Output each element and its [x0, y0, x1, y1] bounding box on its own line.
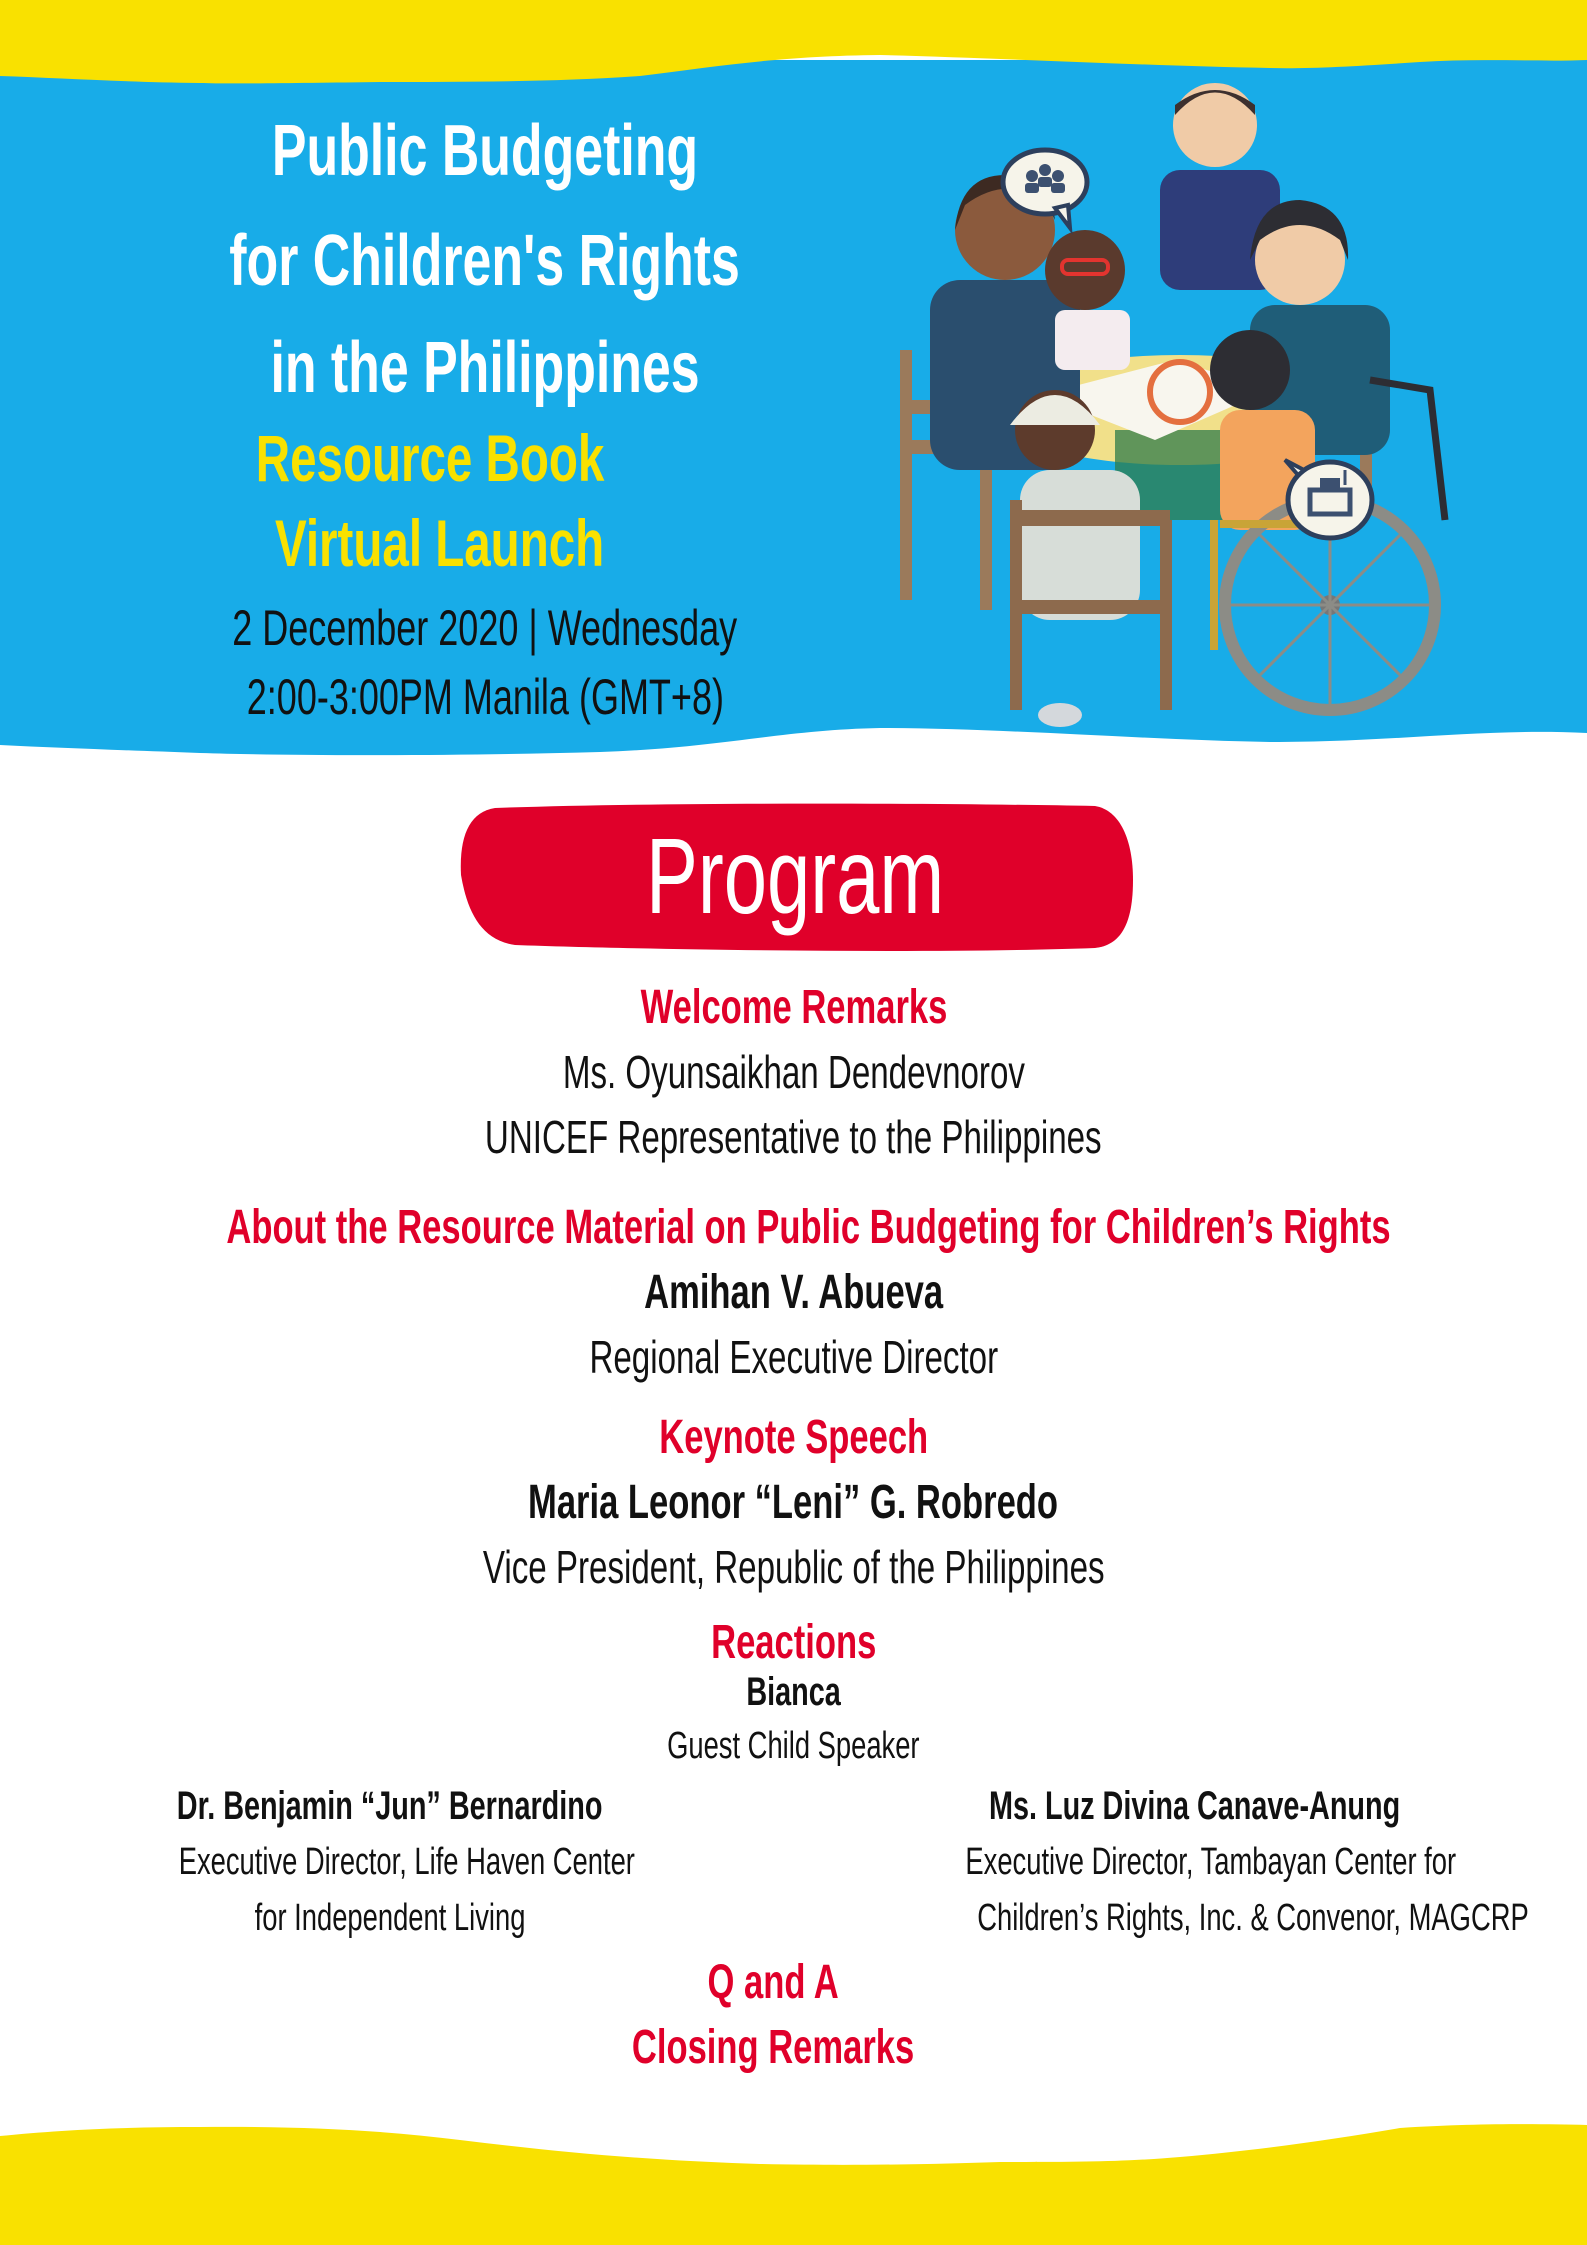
role-text: Regional Executive Director [589, 1331, 998, 1383]
subtitle-text: Resource Book [255, 421, 605, 495]
program-heading-text: Program [645, 815, 945, 936]
title-text: Welcome Remarks [640, 981, 947, 1034]
role-text: UNICEF Representative to the Philippines [485, 1111, 1102, 1163]
program-item-speaker [0, 1670, 1587, 1715]
title-text: Q and A [707, 1956, 840, 2009]
title-text: Reactions [710, 1616, 877, 1669]
panelist-role-line-2 [870, 1890, 1529, 1946]
panelist-bernardino [90, 1778, 690, 1946]
panelist-role-line-2 [90, 1890, 690, 1946]
event-header [120, 0, 850, 740]
time-text: 2:00-3:00PM Manila (GMT+8) [246, 669, 724, 725]
panelist-role-line-1 [90, 1834, 690, 1890]
title-text: Public Budgeting [271, 111, 699, 191]
role-text: Guest Child Speaker [667, 1725, 920, 1767]
yellow-bottom-wave [0, 2124, 1587, 2245]
title-line-1 [120, 111, 850, 191]
title-text: for Children's Rights [229, 221, 741, 301]
group-illustration [890, 80, 1480, 740]
role-text: Executive Director, Tambayan Center for [965, 1841, 1457, 1883]
program-item-title [0, 980, 1587, 1035]
person-girl-glasses-head [1045, 230, 1125, 310]
speaker-text: Bianca [746, 1670, 841, 1714]
date-text: 2 December 2020 | Wednesday [232, 600, 738, 656]
program-item-speaker [0, 1265, 1587, 1320]
speaker-text: Maria Leonor “Leni” G. Robredo [528, 1476, 1059, 1529]
speaker-text: Amihan V. Abueva [644, 1266, 943, 1319]
title-text: in the Philippines [270, 328, 700, 408]
program-item-role [0, 1330, 1587, 1384]
role-text: Children’s Rights, Inc. & Convenor, MAGCRP [977, 1897, 1529, 1939]
ball [1038, 703, 1082, 727]
panelist-canave-anung [870, 1778, 1529, 1946]
title-text: About the Resource Material on Public Budgeting for Children’s Rights [226, 1201, 1391, 1254]
title-line-3 [120, 328, 850, 408]
name-text: Ms. Luz Divina Canave-Anung [989, 1784, 1401, 1828]
program-heading [455, 815, 1135, 936]
event-time [120, 669, 850, 725]
subtitle-text: Virtual Launch [275, 506, 605, 580]
program-list [0, 960, 1587, 2100]
role-text: Executive Director, Life Haven Center [178, 1841, 635, 1883]
program-item-title [0, 1200, 1587, 1255]
panelist-role-line-1 [870, 1834, 1520, 1890]
subtitle-line-2 [75, 506, 805, 580]
program-heading-badge [455, 800, 1135, 955]
program-item-speaker [0, 1475, 1587, 1530]
program-item-role [0, 1725, 1587, 1768]
person-standing-head [1173, 83, 1257, 167]
program-item-title [0, 2020, 1567, 2075]
speaker-text: Ms. Oyunsaikhan Dendevnorov [562, 1046, 1025, 1098]
speech-bubble-building-icon [1285, 460, 1372, 538]
panelist-name [870, 1778, 1520, 1834]
subtitle-line-1 [65, 421, 795, 495]
title-text: Keynote Speech [659, 1411, 928, 1464]
role-text: for Independent Living [254, 1897, 526, 1939]
title-text: Closing Remarks [632, 2021, 915, 2074]
panelist-name [90, 1778, 690, 1834]
person-wheelchair-girl-head [1210, 330, 1290, 410]
title-line-2 [120, 221, 850, 301]
program-item-speaker [0, 1045, 1587, 1099]
program-item-role [0, 1110, 1587, 1164]
program-item-title [0, 1410, 1587, 1465]
program-item-role [0, 1540, 1587, 1594]
program-item-title [0, 1615, 1587, 1670]
name-text: Dr. Benjamin “Jun” Bernardino [177, 1784, 603, 1828]
program-item-title [0, 1955, 1567, 2010]
event-date [120, 600, 850, 656]
role-text: Vice President, Republic of the Philippines [482, 1541, 1105, 1593]
